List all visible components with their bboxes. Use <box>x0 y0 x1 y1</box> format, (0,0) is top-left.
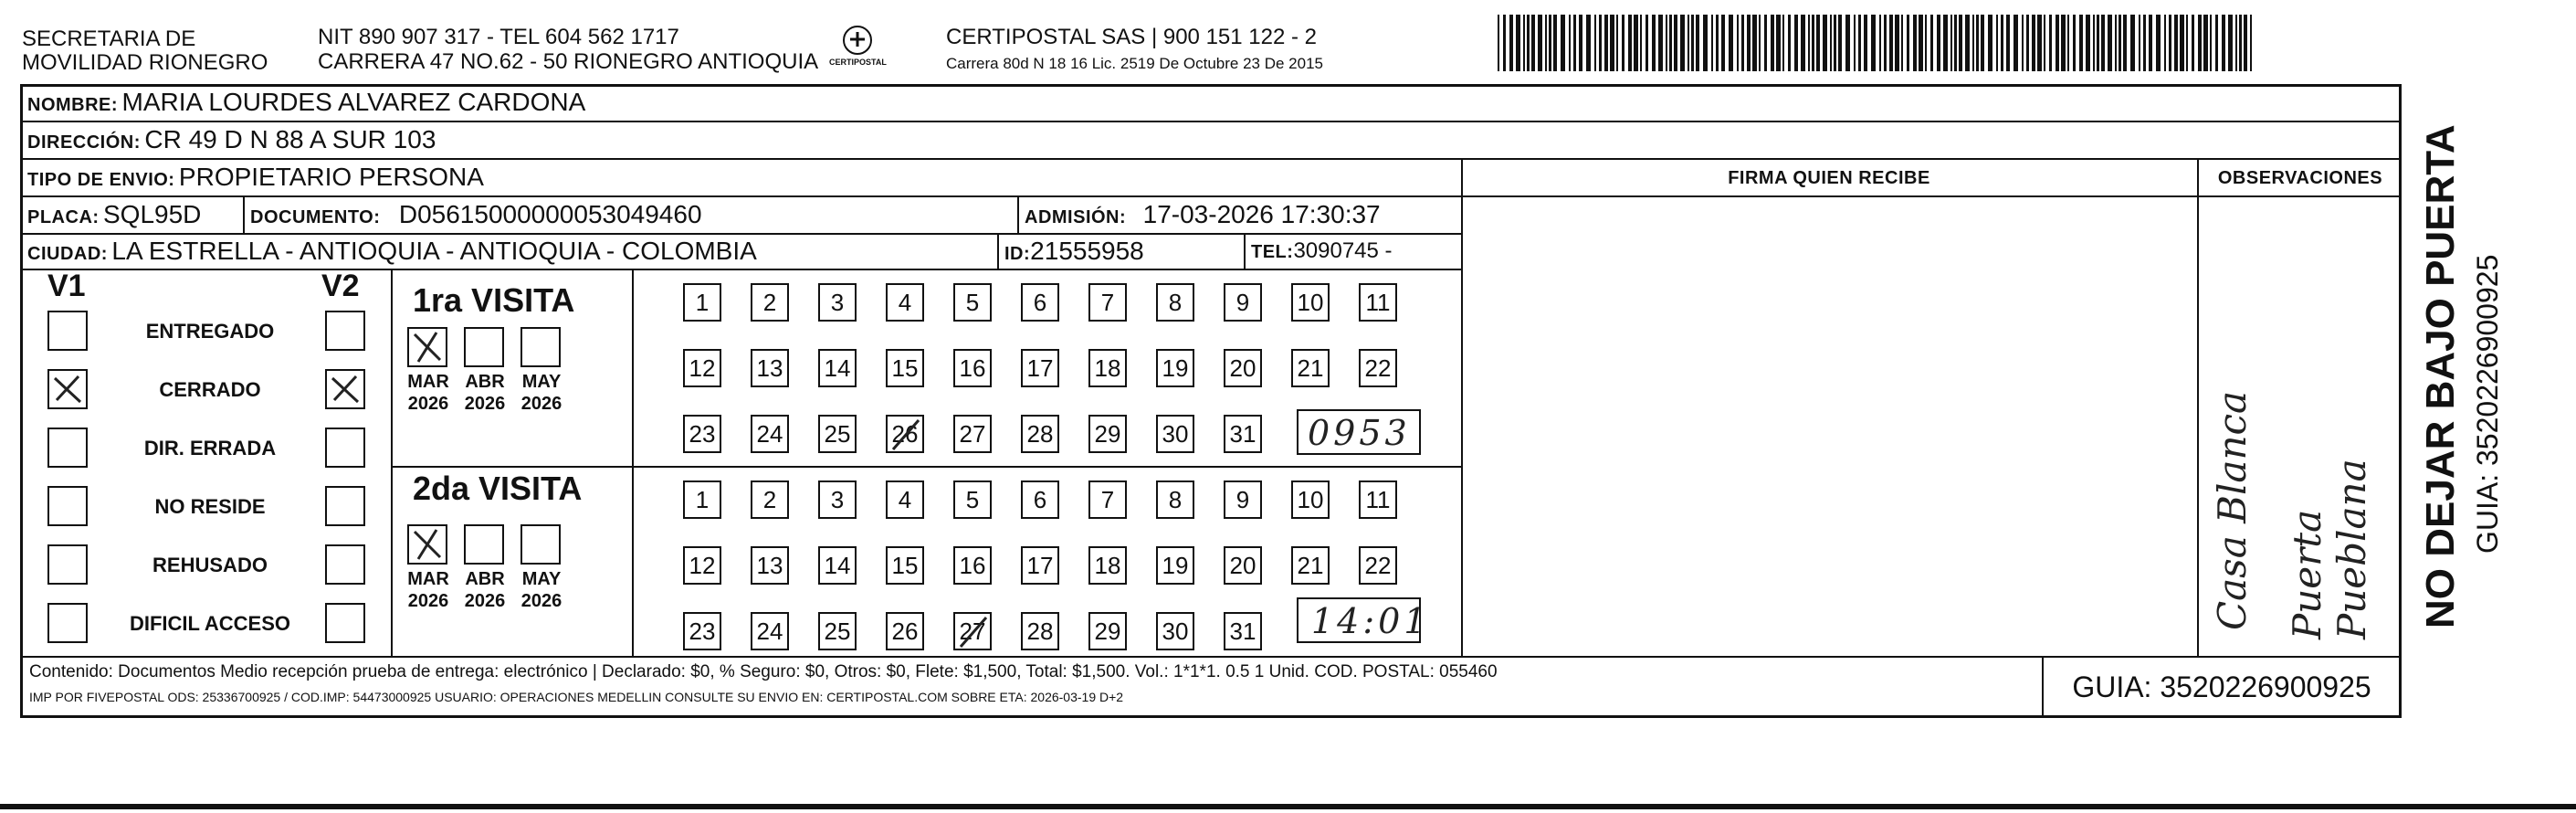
certipostal-logo <box>840 23 875 58</box>
month-label: ABR 2026 <box>464 569 506 611</box>
day-box[interactable]: 11 <box>1359 283 1397 322</box>
nombre-value: MARIA LOURDES ALVAREZ CARDONA <box>121 88 586 116</box>
tel-cell <box>1251 237 1393 269</box>
day-box[interactable]: 20 <box>1224 546 1262 585</box>
nombre-label: NOMBRE: <box>27 95 119 115</box>
day-box[interactable]: 30 <box>1156 415 1194 453</box>
visit1-time: 0953 <box>1308 413 1411 453</box>
day-box[interactable]: 12 <box>683 546 721 585</box>
day-box[interactable]: 21 <box>1291 546 1330 585</box>
month-checkbox[interactable] <box>407 327 447 367</box>
month-checkbox[interactable] <box>520 524 561 565</box>
tipo-envio-value: PROPIETARIO PERSONA <box>178 163 484 191</box>
nombre-row <box>27 88 585 121</box>
status-label: DIFICIL ACCESO <box>129 612 290 635</box>
placa-value: SQL95D <box>103 200 202 228</box>
no-dejar-bajo-puerta: NO DEJAR BAJO PUERTA <box>2418 124 2463 628</box>
day-box[interactable]: 25 <box>818 612 857 650</box>
day-box[interactable]: 5 <box>953 283 992 322</box>
day-box[interactable]: 25 <box>818 415 857 453</box>
month-label: MAY 2026 <box>520 372 563 414</box>
month-checkbox[interactable] <box>407 524 447 565</box>
admision-label: ADMISIÓN: <box>1025 207 1127 227</box>
day-box[interactable]: 28 <box>1021 612 1059 650</box>
observation-line2: Puerta Pueblana <box>2285 459 2374 639</box>
id-label: ID: <box>1004 244 1031 264</box>
day-box[interactable]: 1 <box>683 480 721 519</box>
day-box[interactable]: 19 <box>1156 546 1194 585</box>
day-box[interactable]: 4 <box>886 480 924 519</box>
day-box[interactable]: 7 <box>1088 480 1127 519</box>
v1-checkbox[interactable] <box>47 544 88 585</box>
day-box[interactable]: 28 <box>1021 415 1059 453</box>
day-box[interactable]: 2 <box>751 480 789 519</box>
day-box[interactable]: 21 <box>1291 349 1330 387</box>
v2-checkbox[interactable] <box>325 369 365 409</box>
day-box[interactable]: 7 <box>1088 283 1127 322</box>
day-box[interactable]: 13 <box>751 349 789 387</box>
v2-checkbox[interactable] <box>325 603 365 643</box>
check-mark-icon <box>49 371 86 407</box>
day-box[interactable]: 11 <box>1359 480 1397 519</box>
day-box[interactable]: 8 <box>1156 283 1194 322</box>
admision-value: 17-03-2026 17:30:37 <box>1142 200 1381 228</box>
courier-name: CERTIPOSTAL SAS | 900 151 122 - 2 <box>946 25 1317 49</box>
ciudad-value: LA ESTRELLA - ANTIOQUIA - ANTIOQUIA - COLOMBIA <box>111 237 757 265</box>
day-box[interactable]: 23 <box>683 415 721 453</box>
day-box[interactable]: 16 <box>953 349 992 387</box>
day-box[interactable]: 27 <box>953 612 992 650</box>
v2-checkbox[interactable] <box>325 428 365 468</box>
visit2-time-box <box>1297 597 1430 643</box>
status-label: REHUSADO <box>152 554 268 576</box>
sender-name-line2: MOVILIDAD RIONEGRO <box>22 50 268 75</box>
logo-text: CERTIPOSTAL <box>829 58 887 67</box>
month-checkbox[interactable] <box>464 327 504 367</box>
first-visit-title: 1ra VISITA <box>413 281 575 319</box>
day-box[interactable]: 29 <box>1088 612 1127 650</box>
placa-label: PLACA: <box>27 207 100 227</box>
v2-header: V2 <box>321 269 360 303</box>
ciudad-label: CIUDAD: <box>27 244 108 264</box>
status-label: ENTREGADO <box>145 320 275 343</box>
v1-header: V1 <box>47 269 86 303</box>
day-box[interactable]: 3 <box>818 283 857 322</box>
imp-text: IMP POR FIVEPOSTAL ODS: 25336700925 / COD.IMP: 54473000925 USUARIO: OPERACIONES MEDELLIN CONSULTE SU ENVIO EN: CERTIPOSTAL.COM SOBRE ETA: 2026-03-19 D+2 <box>29 690 1124 704</box>
day-box[interactable]: 10 <box>1291 480 1330 519</box>
guia-footer: GUIA: 3520226900925 <box>2072 670 2371 703</box>
day-box[interactable]: 17 <box>1021 546 1059 585</box>
day-box[interactable]: 23 <box>683 612 721 650</box>
contenido-text: Contenido: Documentos Medio recepción prueba de entrega: electrónico | Declarado: $0, % Seguro: $0, Otros: $0, Flete: $1,500, Total: $1,500. Vol.: 1*1*1. 0.5 1 Unid. COD. POSTAL: 055460 <box>29 662 1498 681</box>
day-box[interactable]: 27 <box>953 415 992 453</box>
second-visit-title: 2da VISITA <box>413 470 583 507</box>
day-box[interactable]: 16 <box>953 546 992 585</box>
visit2-time: 14:01 <box>1311 601 1430 641</box>
day-box[interactable]: 2 <box>751 283 789 322</box>
direccion-value: CR 49 D N 88 A SUR 103 <box>144 125 436 153</box>
day-box[interactable]: 3 <box>818 480 857 519</box>
day-box[interactable]: 29 <box>1088 415 1127 453</box>
direccion-row <box>27 125 436 159</box>
v1-checkbox[interactable] <box>47 311 88 351</box>
day-box[interactable]: 5 <box>953 480 992 519</box>
status-label: NO RESIDE <box>154 495 266 518</box>
status-label: DIR. ERRADA <box>143 437 277 459</box>
tipo-envio-label: TIPO DE ENVIO: <box>27 170 175 190</box>
day-box[interactable]: 4 <box>886 283 924 322</box>
check-mark-icon <box>327 371 363 407</box>
day-mark-icon <box>886 415 924 458</box>
day-box[interactable]: 12 <box>683 349 721 387</box>
day-box[interactable]: 18 <box>1088 546 1127 585</box>
v1-checkbox[interactable] <box>47 486 88 526</box>
firma-label: FIRMA QUIEN RECIBE <box>1728 168 1930 188</box>
month-checkbox[interactable] <box>520 327 561 367</box>
day-box[interactable]: 8 <box>1156 480 1194 519</box>
admision-cell <box>1025 200 1381 234</box>
observaciones-label: OBSERVACIONES <box>2217 168 2383 188</box>
documento-value: D05615000000053049460 <box>398 200 702 228</box>
day-box[interactable]: 19 <box>1156 349 1194 387</box>
side-guia: GUIA: 3520226900925 <box>2471 254 2504 554</box>
day-box[interactable]: 26 <box>886 415 924 453</box>
check-mark-icon <box>409 526 446 563</box>
observation-line1: Casa Blanca <box>2210 390 2255 630</box>
sender-nit: NIT 890 907 317 - TEL 604 562 1717 <box>318 25 679 49</box>
id-value: 21555958 <box>1030 237 1144 265</box>
barcode <box>1498 15 2255 71</box>
v1-checkbox[interactable] <box>47 369 88 409</box>
day-box[interactable]: 14 <box>818 546 857 585</box>
tel-value: 3090745 - <box>1293 238 1393 263</box>
month-label: MAR 2026 <box>407 569 449 611</box>
sender-name-line1: SECRETARIA DE <box>22 26 196 51</box>
status-label: CERRADO <box>159 378 261 401</box>
day-box[interactable]: 9 <box>1224 283 1262 322</box>
month-label: MAR 2026 <box>407 372 449 414</box>
day-box[interactable]: 31 <box>1224 612 1262 650</box>
visit1-time-box <box>1297 409 1421 455</box>
ciudad-cell <box>27 237 757 270</box>
day-box[interactable]: 15 <box>886 349 924 387</box>
day-box[interactable]: 20 <box>1224 349 1262 387</box>
day-box[interactable]: 15 <box>886 546 924 585</box>
day-box[interactable]: 6 <box>1021 283 1059 322</box>
id-cell <box>1004 237 1144 270</box>
day-box[interactable]: 13 <box>751 546 789 585</box>
v2-checkbox[interactable] <box>325 544 365 585</box>
day-box[interactable]: 17 <box>1021 349 1059 387</box>
tipo-envio-row <box>27 163 484 196</box>
v2-checkbox[interactable] <box>325 486 365 526</box>
documento-cell <box>250 200 702 234</box>
tel-label: TEL: <box>1251 242 1294 262</box>
documento-label: DOCUMENTO: <box>250 207 381 227</box>
v1-checkbox[interactable] <box>47 603 88 643</box>
day-box[interactable]: 26 <box>886 612 924 650</box>
day-box[interactable]: 22 <box>1359 349 1397 387</box>
day-box[interactable]: 18 <box>1088 349 1127 387</box>
check-mark-icon <box>409 329 446 365</box>
v2-checkbox[interactable] <box>325 311 365 351</box>
v1-checkbox[interactable] <box>47 428 88 468</box>
day-box[interactable]: 1 <box>683 283 721 322</box>
day-box[interactable]: 24 <box>751 415 789 453</box>
day-box[interactable]: 6 <box>1021 480 1059 519</box>
day-box[interactable]: 30 <box>1156 612 1194 650</box>
day-box[interactable]: 31 <box>1224 415 1262 453</box>
placa-cell <box>27 200 201 234</box>
direccion-label: DIRECCIÓN: <box>27 132 141 153</box>
month-label: ABR 2026 <box>464 372 506 414</box>
day-box[interactable]: 14 <box>818 349 857 387</box>
sender-address: CARRERA 47 NO.62 - 50 RIONEGRO ANTIOQUIA <box>318 49 819 74</box>
day-box[interactable]: 10 <box>1291 283 1330 322</box>
day-box[interactable]: 9 <box>1224 480 1262 519</box>
day-box[interactable]: 22 <box>1359 546 1397 585</box>
month-label: MAY 2026 <box>520 569 563 611</box>
courier-license: Carrera 80d N 18 16 Lic. 2519 De Octubre 23 De 2015 <box>946 55 1323 72</box>
day-box[interactable]: 24 <box>751 612 789 650</box>
month-checkbox[interactable] <box>464 524 504 565</box>
day-mark-icon <box>953 612 992 655</box>
